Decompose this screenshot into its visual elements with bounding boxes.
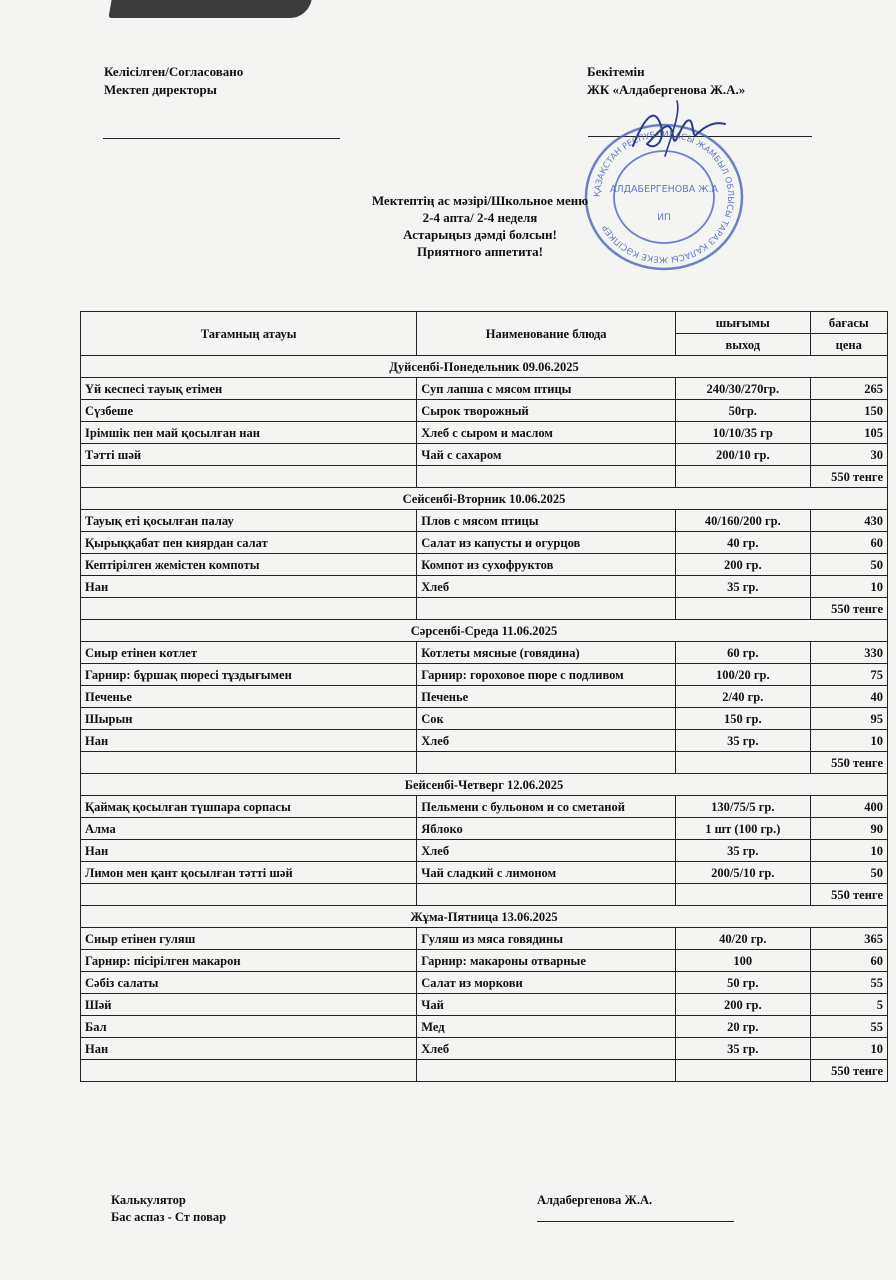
- empty-cell: [676, 1060, 811, 1082]
- dish-name-ru: Пельмени с бульоном и со сметаной: [417, 796, 676, 818]
- head-cook-label: Бас аспаз - Ст повар: [111, 1210, 227, 1224]
- dish-yield: 150 гр.: [676, 708, 811, 730]
- day-total: 550 тенге: [810, 752, 887, 774]
- approved-block: [587, 63, 745, 99]
- dish-yield: 60 гр.: [676, 642, 811, 664]
- dish-name-ru: Хлеб: [417, 576, 676, 598]
- dish-price: 330: [810, 642, 887, 664]
- day-title: Сәрсенбі-Среда 11.06.2025: [81, 620, 888, 642]
- binder-clip: [108, 0, 311, 18]
- handwritten-signature: [625, 96, 735, 166]
- dish-name-kz: Сиыр етінен котлет: [81, 642, 417, 664]
- dish-yield: 130/75/5 гр.: [676, 796, 811, 818]
- dish-yield: 35 гр.: [676, 576, 811, 598]
- day-title: Жұма-Пятница 13.06.2025: [81, 906, 888, 928]
- dish-yield: 200 гр.: [676, 554, 811, 576]
- dish-price: 150: [810, 400, 887, 422]
- dish-name-ru: Яблоко: [417, 818, 676, 840]
- table-row: [81, 510, 888, 532]
- empty-cell: [417, 752, 676, 774]
- director-label: Мектеп директоры: [104, 82, 217, 97]
- table-row: [81, 972, 888, 994]
- header-row-1: [81, 312, 888, 334]
- dish-name-kz: Тәтті шәй: [81, 444, 417, 466]
- table-row: [81, 994, 888, 1016]
- dish-yield: 200/5/10 гр.: [676, 862, 811, 884]
- day-total-row: [81, 752, 888, 774]
- day-total-row: [81, 598, 888, 620]
- dish-price: 105: [810, 422, 887, 444]
- dish-yield: 1 шт (100 гр.): [676, 818, 811, 840]
- dish-yield: 40 гр.: [676, 532, 811, 554]
- day-total-row: [81, 466, 888, 488]
- table-row: [81, 796, 888, 818]
- approved-label: Бекітемін: [587, 64, 645, 79]
- dish-name-kz: Шәй: [81, 994, 417, 1016]
- empty-cell: [417, 598, 676, 620]
- dish-name-kz: Сәбіз салаты: [81, 972, 417, 994]
- table-row: [81, 422, 888, 444]
- dish-name-kz: Қаймақ қосылған түшпара сорпасы: [81, 796, 417, 818]
- dish-name-ru: Плов с мясом птицы: [417, 510, 676, 532]
- table-row: [81, 862, 888, 884]
- day-header-row: [81, 906, 888, 928]
- dish-price: 400: [810, 796, 887, 818]
- table-row: [81, 840, 888, 862]
- signer-block: [537, 1192, 652, 1209]
- header-name-ru: Наименование блюда: [417, 312, 676, 356]
- table-row: [81, 1016, 888, 1038]
- dish-name-ru: Хлеб: [417, 1038, 676, 1060]
- dish-yield: 20 гр.: [676, 1016, 811, 1038]
- dish-name-kz: Сүзбеше: [81, 400, 417, 422]
- dish-price: 75: [810, 664, 887, 686]
- empty-cell: [81, 884, 417, 906]
- title-line-1: Мектептің ас мәзірі/Школьное меню: [371, 193, 589, 208]
- day-total: 550 тенге: [810, 884, 887, 906]
- empty-cell: [676, 598, 811, 620]
- day-total-row: [81, 884, 888, 906]
- table-row: [81, 950, 888, 972]
- dish-name-ru: Печенье: [417, 686, 676, 708]
- dish-name-ru: Мед: [417, 1016, 676, 1038]
- dish-name-kz: Нан: [81, 730, 417, 752]
- menu-title: [290, 192, 670, 260]
- dish-name-ru: Гарнир: гороховое пюре с подливом: [417, 664, 676, 686]
- table-row: [81, 400, 888, 422]
- stamp-outer-text: ҚАЗАҚСТАН РЕСПУБЛИКАСЫ ЖАМБЫЛ ОБЛЫСЫ ТАРАЗ ҚАЛАСЫ ЖЕКЕ КӘСІПКЕР: [592, 129, 736, 265]
- header-yield-kz: шығымы: [676, 312, 811, 334]
- dish-name-kz: Кептірілген жемістен компоты: [81, 554, 417, 576]
- table-row: [81, 686, 888, 708]
- dish-yield: 100/20 гр.: [676, 664, 811, 686]
- empty-cell: [417, 884, 676, 906]
- day-header-row: [81, 488, 888, 510]
- empty-cell: [81, 598, 417, 620]
- stamp-center-text: АЛДАБЕРГЕНОВА Ж.А: [609, 184, 719, 195]
- dish-name-kz: Үй кеспесі тауық етімен: [81, 378, 417, 400]
- dish-name-ru: Хлеб с сыром и маслом: [417, 422, 676, 444]
- table-row: [81, 664, 888, 686]
- day-title: Бейсенбі-Четверг 12.06.2025: [81, 774, 888, 796]
- dish-price: 40: [810, 686, 887, 708]
- day-total: 550 тенге: [810, 466, 887, 488]
- dish-price: 5: [810, 994, 887, 1016]
- dish-price: 30: [810, 444, 887, 466]
- calculator-label: Калькулятор: [111, 1193, 186, 1207]
- dish-name-kz: Гарнир: пісірілген макарон: [81, 950, 417, 972]
- dish-name-ru: Сырок творожный: [417, 400, 676, 422]
- dish-name-kz: Шырын: [81, 708, 417, 730]
- header-yield-ru: выход: [676, 334, 811, 356]
- empty-cell: [676, 752, 811, 774]
- dish-name-kz: Нан: [81, 576, 417, 598]
- dish-yield: 200/10 гр.: [676, 444, 811, 466]
- dish-name-kz: Гарнир: бұршақ пюресі тұздығымен: [81, 664, 417, 686]
- table-row: [81, 708, 888, 730]
- empty-cell: [81, 752, 417, 774]
- dish-yield: 40/20 гр.: [676, 928, 811, 950]
- dish-yield: 200 гр.: [676, 994, 811, 1016]
- empty-cell: [417, 1060, 676, 1082]
- dish-price: 55: [810, 1016, 887, 1038]
- dish-price: 50: [810, 554, 887, 576]
- dish-name-ru: Хлеб: [417, 730, 676, 752]
- dish-name-kz: Лимон мен қант қосылған тәтті шәй: [81, 862, 417, 884]
- dish-name-kz: Нан: [81, 840, 417, 862]
- table-row: [81, 730, 888, 752]
- header-price-ru: цена: [810, 334, 887, 356]
- dish-name-ru: Чай с сахаром: [417, 444, 676, 466]
- dish-price: 60: [810, 950, 887, 972]
- dish-name-kz: Нан: [81, 1038, 417, 1060]
- dish-name-ru: Компот из сухофруктов: [417, 554, 676, 576]
- day-title: Дуйсенбі-Понедельник 09.06.2025: [81, 356, 888, 378]
- table-row: [81, 1038, 888, 1060]
- dish-name-kz: Қырыққабат пен киярдан салат: [81, 532, 417, 554]
- dish-name-kz: Тауық еті қосылған палау: [81, 510, 417, 532]
- dish-price: 10: [810, 840, 887, 862]
- table-row: [81, 554, 888, 576]
- dish-yield: 50гр.: [676, 400, 811, 422]
- dish-name-ru: Чай сладкий с лимоном: [417, 862, 676, 884]
- dish-name-ru: Котлеты мясные (говядина): [417, 642, 676, 664]
- dish-name-ru: Гарнир: макароны отварные: [417, 950, 676, 972]
- dish-price: 55: [810, 972, 887, 994]
- dish-name-kz: Сиыр етінен гуляш: [81, 928, 417, 950]
- day-header-row: [81, 620, 888, 642]
- day-total: 550 тенге: [810, 1060, 887, 1082]
- menu-table: [80, 311, 888, 1082]
- empty-cell: [417, 466, 676, 488]
- signer-signature-line: [537, 1221, 734, 1222]
- empty-cell: [676, 884, 811, 906]
- table-row: [81, 576, 888, 598]
- day-header-row: [81, 774, 888, 796]
- table-row: [81, 642, 888, 664]
- title-line-3: Астарыңыз дәмді болсын!: [403, 227, 557, 242]
- dish-name-kz: Бал: [81, 1016, 417, 1038]
- day-total-row: [81, 1060, 888, 1082]
- agreed-label: Келісілген/Согласовано: [104, 64, 244, 79]
- director-signature-line: [103, 138, 340, 139]
- dish-yield: 35 гр.: [676, 730, 811, 752]
- dish-price: 10: [810, 1038, 887, 1060]
- table-row: [81, 928, 888, 950]
- table-row: [81, 532, 888, 554]
- dish-name-ru: Салат из капусты и огурцов: [417, 532, 676, 554]
- signer-name: Алдабергенова Ж.А.: [537, 1193, 653, 1207]
- menu-body: [81, 356, 888, 1082]
- dish-name-ru: Хлеб: [417, 840, 676, 862]
- table-row: [81, 378, 888, 400]
- dish-yield: 35 гр.: [676, 840, 811, 862]
- empty-cell: [676, 466, 811, 488]
- header-name-kz: Тағамның атауы: [81, 312, 417, 356]
- calculator-block: [111, 1192, 226, 1226]
- dish-price: 90: [810, 818, 887, 840]
- dish-yield: 100: [676, 950, 811, 972]
- dish-yield: 2/40 гр.: [676, 686, 811, 708]
- dish-name-ru: Гуляш из мяса говядины: [417, 928, 676, 950]
- dish-price: 60: [810, 532, 887, 554]
- table-row: [81, 818, 888, 840]
- dish-price: 265: [810, 378, 887, 400]
- dish-price: 430: [810, 510, 887, 532]
- dish-yield: 50 гр.: [676, 972, 811, 994]
- dish-name-ru: Салат из моркови: [417, 972, 676, 994]
- stamp-bottom-text: ИП: [657, 213, 671, 223]
- dish-name-kz: Алма: [81, 818, 417, 840]
- approver-name: ЖК «Алдабергенова Ж.А.»: [587, 82, 746, 97]
- empty-cell: [81, 466, 417, 488]
- dish-yield: 35 гр.: [676, 1038, 811, 1060]
- table-row: [81, 444, 888, 466]
- dish-yield: 40/160/200 гр.: [676, 510, 811, 532]
- dish-yield: 10/10/35 гр: [676, 422, 811, 444]
- dish-price: 95: [810, 708, 887, 730]
- dish-price: 365: [810, 928, 887, 950]
- dish-price: 10: [810, 730, 887, 752]
- empty-cell: [81, 1060, 417, 1082]
- dish-name-ru: Чай: [417, 994, 676, 1016]
- dish-name-ru: Сок: [417, 708, 676, 730]
- dish-name-ru: Суп лапша с мясом птицы: [417, 378, 676, 400]
- dish-name-kz: Ірімшік пен май қосылған нан: [81, 422, 417, 444]
- day-header-row: [81, 356, 888, 378]
- day-total: 550 тенге: [810, 598, 887, 620]
- dish-name-kz: Печенье: [81, 686, 417, 708]
- dish-price: 50: [810, 862, 887, 884]
- header-price-kz: бағасы: [810, 312, 887, 334]
- dish-yield: 240/30/270гр.: [676, 378, 811, 400]
- dish-price: 10: [810, 576, 887, 598]
- day-title: Сейсенбі-Вторник 10.06.2025: [81, 488, 888, 510]
- title-line-2: 2-4 апта/ 2-4 неделя: [422, 210, 538, 225]
- agreed-block: [104, 63, 243, 99]
- title-line-4: Приятного аппетита!: [417, 244, 543, 259]
